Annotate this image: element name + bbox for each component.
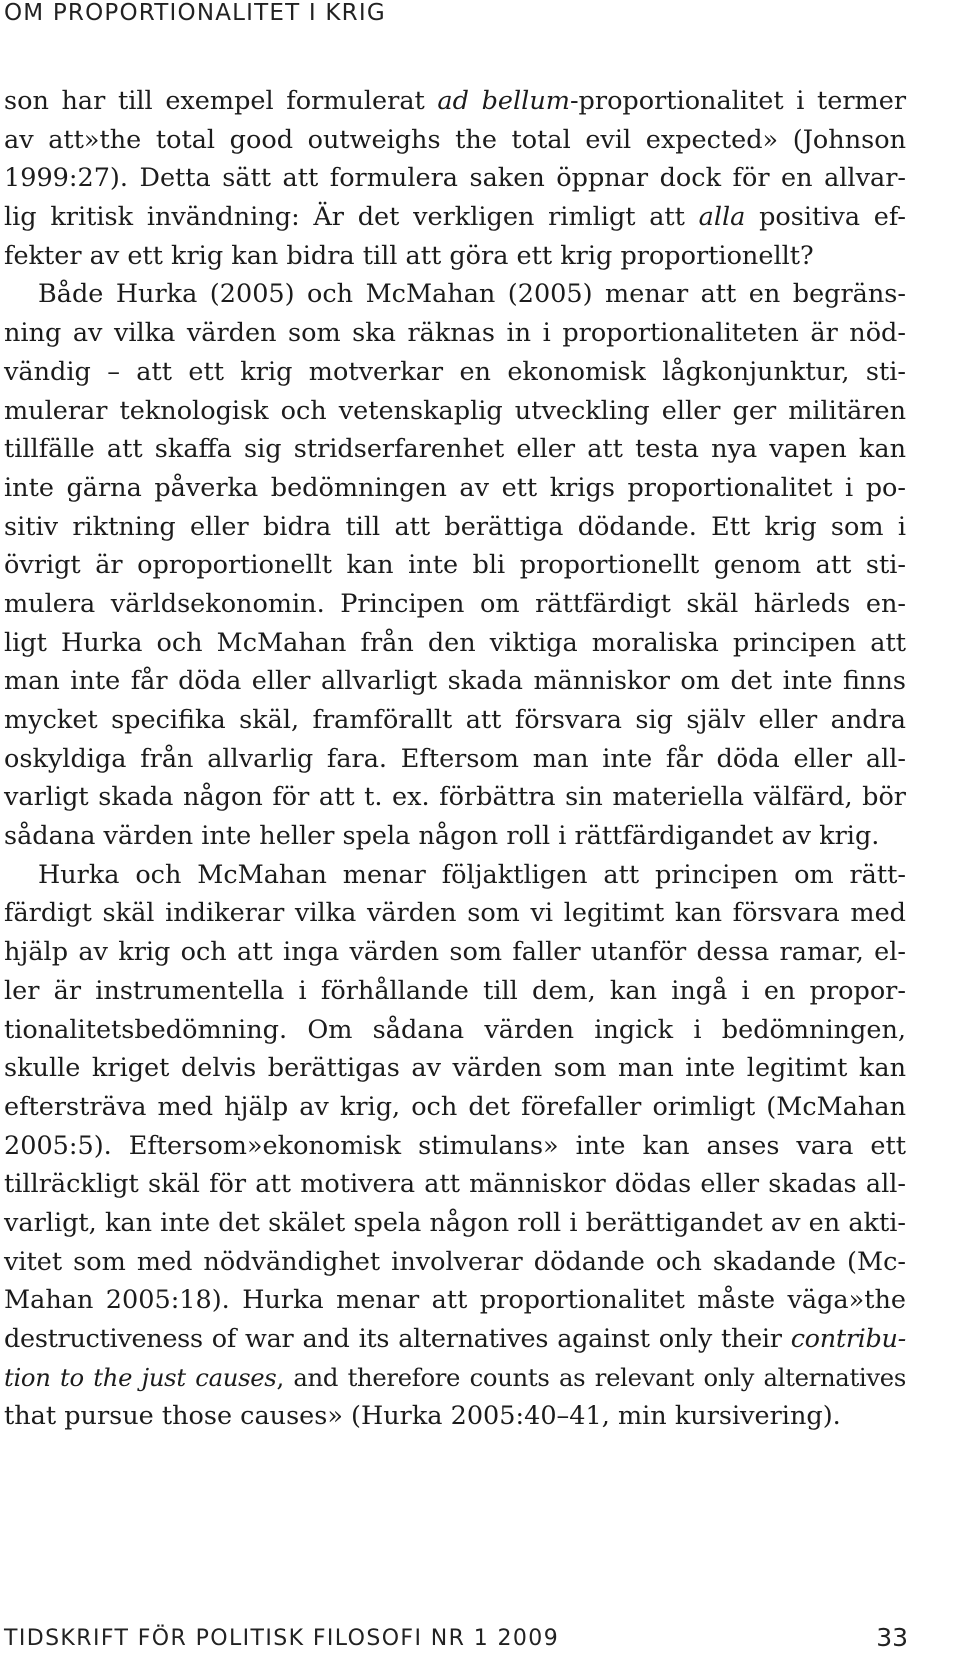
text-run: ligt Hurka och McMahan från den viktiga moraliska principen att xyxy=(4,627,906,658)
text-line xyxy=(4,817,906,856)
text-line xyxy=(4,1281,906,1320)
text-run: vitet som med nödvändighet involverar dödande och skadande (Mc- xyxy=(4,1246,906,1277)
text-run: man inte får döda eller allvarligt skada människor om det inte finns xyxy=(4,666,906,697)
italic-text: tion to the just causes xyxy=(4,1362,277,1392)
text-line xyxy=(4,1165,906,1204)
text-run: son har till exempel formulerat xyxy=(4,86,438,116)
text-line xyxy=(4,159,906,198)
text-line xyxy=(4,121,906,160)
text-run: färdigt skäl indikerar vilka värden som vi legitimt kan försvara med xyxy=(4,898,906,929)
text-run: mulera världsekonomin. Principen om rättfärdigt skäl härleds en- xyxy=(4,588,906,619)
text-run: övrigt är oproportionellt kan inte bli proportionellt genom att sti- xyxy=(4,550,906,581)
text-run: av att»the total good outweighs the total evil expected» (Johnson xyxy=(4,124,906,155)
text-run: that pursue those causes» (Hurka 2005:40–41, min kursivering). xyxy=(4,1401,841,1432)
text-run: lig kritisk invändning: Är det verkligen rimligt att xyxy=(4,202,699,233)
running-head: OM PROPORTIONALITET I KRIG xyxy=(4,0,386,26)
text-run: , and therefore counts as relevant only alternatives xyxy=(276,1362,906,1392)
journal-footer: TIDSKRIFT FÖR POLITISK FILOSOFI NR 1 2009 xyxy=(4,1626,560,1651)
italic-text: alla xyxy=(698,202,746,233)
text-run: ning av vilka värden som ska räknas in i proportionaliteten är nöd- xyxy=(4,318,906,349)
text-run: sådana värden inte heller spela någon roll i rättfärdigandet av krig. xyxy=(4,821,880,852)
text-run: fekter av ett krig kan bidra till att göra ett krig proportionellt? xyxy=(4,240,814,271)
text-line xyxy=(4,972,906,1011)
text-run: Hurka och McMahan menar följaktligen att principen om rätt- xyxy=(38,859,906,890)
text-line xyxy=(4,237,906,276)
text-run: -proportionalitet i termer xyxy=(569,86,907,116)
italic-text: ad bellum xyxy=(437,86,570,116)
text-run: eftersträva med hjälp av krig, och det förefaller orimligt (McMahan xyxy=(4,1091,906,1122)
text-line xyxy=(4,624,906,663)
text-run: oskyldiga från allvarlig fara. Eftersom man inte får döda eller all- xyxy=(4,743,906,774)
text-line xyxy=(4,740,906,779)
italic-text: contribu- xyxy=(790,1324,906,1354)
text-line xyxy=(4,701,906,740)
text-run: ler är instrumentella i förhållande till dem, kan ingå i en propor- xyxy=(4,975,906,1006)
text-run: Mahan 2005:18). Hurka menar att proportionalitet måste väga»the xyxy=(4,1285,906,1316)
text-run: destructiveness of war and its alternatives against only their xyxy=(4,1324,791,1354)
text-run: 2005:5). Eftersom»ekonomisk stimulans» inte kan anses vara ett xyxy=(4,1130,906,1161)
text-run: mycket specifika skäl, framförallt att försvara sig själv eller andra xyxy=(4,705,906,735)
text-line xyxy=(4,275,906,314)
text-line xyxy=(4,314,906,353)
page-number: 33 xyxy=(876,1623,908,1652)
text-line xyxy=(4,1049,906,1088)
text-line xyxy=(4,856,906,895)
text-line xyxy=(4,662,906,701)
text-line xyxy=(4,1011,906,1050)
text-line xyxy=(4,82,906,121)
text-line xyxy=(4,353,906,392)
text-line xyxy=(4,546,906,585)
text-run: vändig – att ett krig motverkar en ekonomisk lågkonjunktur, sti- xyxy=(4,356,906,387)
body-text xyxy=(4,82,906,1436)
text-line xyxy=(4,1088,906,1127)
text-line xyxy=(4,1127,906,1166)
text-line xyxy=(4,933,906,972)
text-run: varligt skada någon för att t. ex. förbättra sin materiella välfärd, bör xyxy=(4,782,906,813)
text-line xyxy=(4,585,906,624)
text-run: tillfälle att skaffa sig stridserfarenhet eller att testa nya vapen kan xyxy=(4,434,906,465)
text-run: tionalitetsbedömning. Om sådana värden ingick i bedömningen, xyxy=(4,1014,906,1045)
text-line xyxy=(4,894,906,933)
text-run: inte gärna påverka bedömningen av ett krigs proportionalitet i po- xyxy=(4,472,906,503)
text-line xyxy=(4,508,906,547)
text-run: skulle kriget delvis berättigas av värden som man inte legitimt kan xyxy=(4,1053,906,1084)
text-run: mulerar teknologisk och vetenskaplig utveckling eller ger militären xyxy=(4,395,906,426)
text-line xyxy=(4,1204,906,1243)
text-run: sitiv riktning eller bidra till att berättiga dödande. Ett krig som i xyxy=(4,511,906,542)
text-line xyxy=(4,1397,906,1436)
text-line xyxy=(4,1359,906,1398)
text-line xyxy=(4,198,906,237)
text-run: varligt, kan inte det skälet spela någon roll i berättigandet av en akti- xyxy=(4,1207,906,1238)
text-run: tillräckligt skäl för att motivera att människor dödas eller skadas all- xyxy=(4,1169,906,1200)
text-run: Både Hurka (2005) och McMahan (2005) menar att en begräns- xyxy=(38,279,906,310)
text-line xyxy=(4,1243,906,1282)
text-line xyxy=(4,778,906,817)
text-line xyxy=(4,469,906,508)
text-line xyxy=(4,1320,906,1359)
text-run: positiva ef- xyxy=(745,202,906,233)
text-run: 1999:27). Detta sätt att formulera saken öppnar dock för en allvar- xyxy=(4,163,906,194)
text-line xyxy=(4,392,906,431)
text-line xyxy=(4,430,906,469)
text-run: hjälp av krig och att inga värden som faller utanför dessa ramar, el- xyxy=(4,937,906,968)
